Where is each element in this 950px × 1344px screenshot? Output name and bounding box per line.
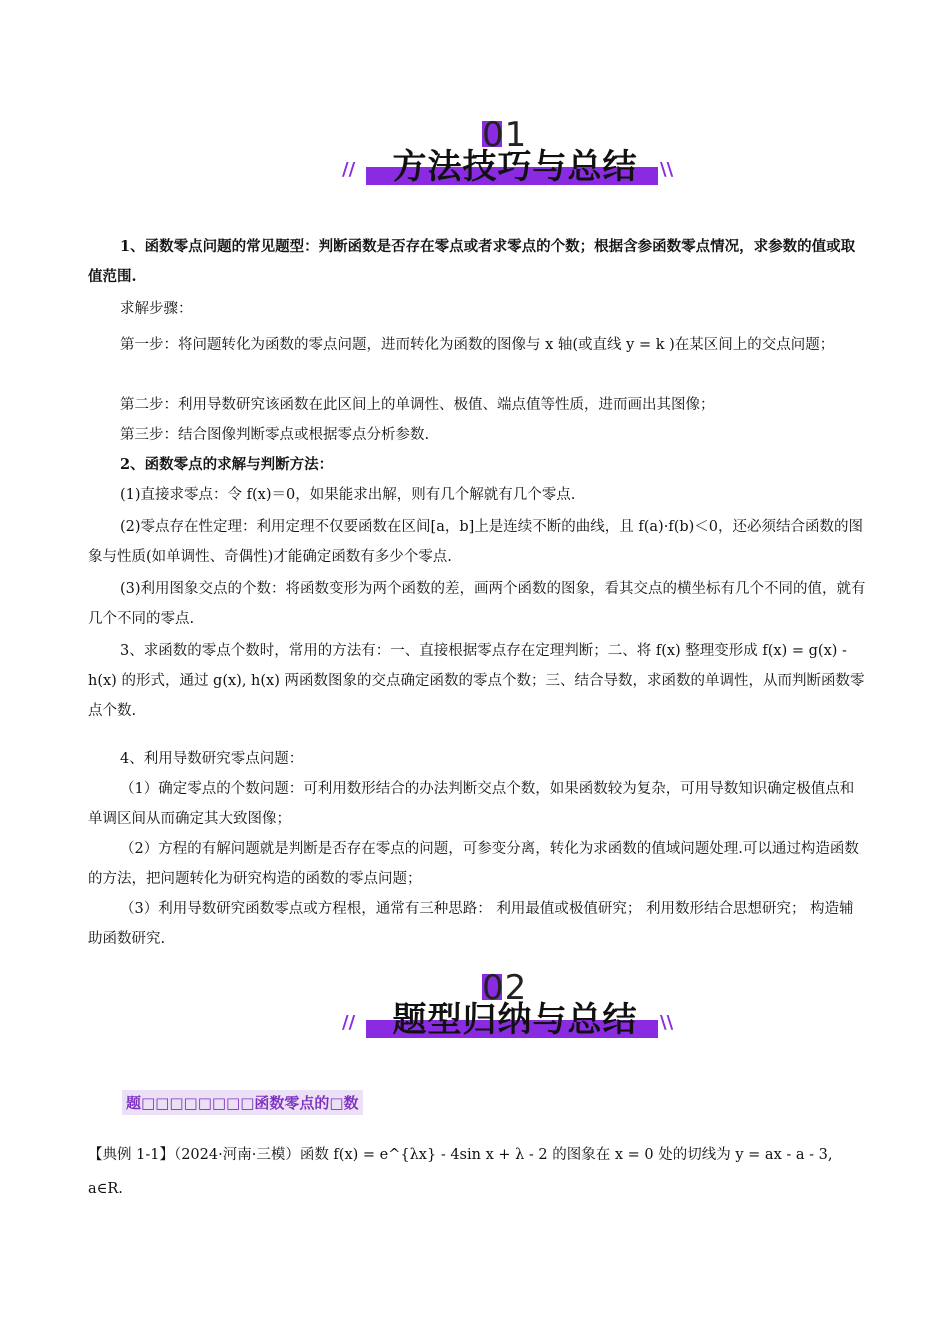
question-type-tag: 题□□□□□□□□函数零点的□数 (122, 1090, 363, 1115)
point-1: （1）确定零点的个数问题：可利用数形结合的办法判断交点个数，如果函数较为复杂，可用导数知识确定极值点和单调区间从而确定其大致图像； (88, 781, 855, 827)
steps-title: 求解步骤： (120, 301, 193, 317)
paragraph-4-title: 4、利用导数研究零点问题： (120, 751, 304, 767)
paragraph-3: 3、求函数的零点个数时，常用的方法有：一、直接根据零点存在定理判断；二、将 f(x) 整理变形成 f(x) = g(x) - h(x) 的形式，通过 g(x), h(x) 两函数图象的交点确定函数的零点个数；三、结合导数，求函数的单调性，从而判断函数零点个数. (88, 643, 865, 719)
point-3: （3）利用导数研究函数零点或方程根，通常有三种思路： 利用最值或极值研究； 利用数形结合思想研究； 构造辅助函数研究. (88, 901, 854, 947)
step-3: 第三步：结合图像判断零点或根据零点分析参数. (120, 427, 430, 443)
banner-title: 方法技巧与总结 (392, 147, 638, 187)
section-banner-2 (340, 968, 680, 1058)
banner-slash-right: \\ (660, 1012, 674, 1033)
banner-number: 01 (482, 115, 528, 155)
method-1: (1)直接求零点：令 f(x)＝0，如果能求出解，则有几个解就有几个零点. (120, 487, 576, 503)
point-2: （2）方程的有解问题就是判断是否存在零点的问题，可参变分离，转化为求函数的值域问题处理.可以通过构造函数的方法，把问题转化为研究构造的函数的零点问题； (88, 841, 859, 887)
banner-title: 题型归纳与总结 (392, 1000, 638, 1040)
banner-slash-right: \\ (660, 159, 674, 180)
paragraph-1: 1、函数零点问题的常见题型：判断函数是否存在零点或者求零点的个数；根据含参函数零点情况，求参数的值或取值范围. (88, 238, 856, 285)
method-3: (3)利用图象交点的个数：将函数变形为两个函数的差，画两个函数的图象，看其交点的横坐标有几个不同的值，就有几个不同的零点. (88, 581, 866, 627)
banner-slash-left: // (342, 1012, 356, 1033)
banner-number: 02 (482, 968, 528, 1008)
step-2: 第二步：利用导数研究该函数在此区间上的单调性、极值、端点值等性质，进而画出其图像； (120, 397, 715, 413)
paragraph-2-title: 2、函数零点的求解与判断方法： (120, 456, 334, 473)
banner-slash-left: // (342, 159, 356, 180)
step-1: 第一步：将问题转化为函数的零点问题，进而转化为函数的图像与 x 轴(或直线 y = k )在某区间上的交点问题； (120, 337, 835, 353)
method-2: (2)零点存在性定理：利用定理不仅要函数在区间[a，b]上是连续不断的曲线，且 f(a)·f(b)＜0，还必须结合函数的图象与性质(如单调性、奇偶性)才能确定函数有多少个零点. (88, 519, 864, 565)
example-1-1: 【典例 1-1】（2024·河南·三模）函数 f(x) = e^{λx} - 4sin x + λ - 2 的图象在 x = 0 处的切线为 y = ax - a - 3, a∈R. (88, 1147, 833, 1197)
section-banner-1 (340, 115, 680, 205)
